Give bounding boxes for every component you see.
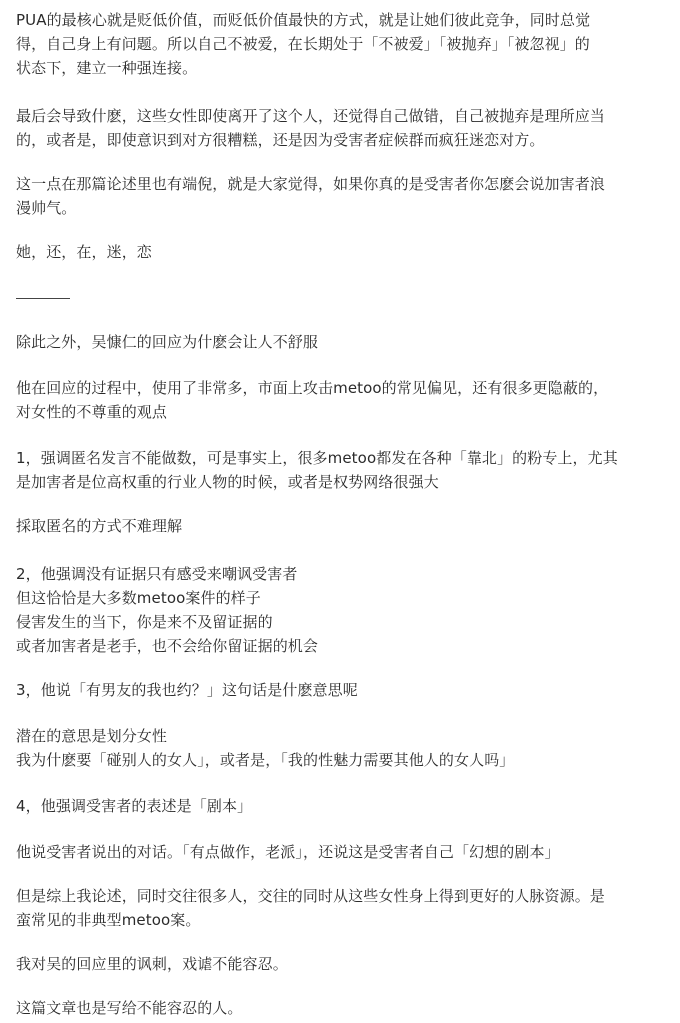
section-divider [16,298,70,299]
paragraph-line: PUA的最核心就是贬低价值，而贬低价值最快的方式，就是让她们彼此竞争，同时总觉 [16,11,591,29]
paragraph-line: 状态下，建立一种强连接。 [16,59,198,77]
paragraph-line: 採取匿名的方式不难理解 [16,517,183,535]
paragraph-line: 潜在的意思是划分女性 [16,727,168,745]
paragraph-line: 漫帅气。 [16,199,77,217]
paragraph-line: 3，他说「有男友的我也约？」这句话是什麽意思呢 [16,681,358,699]
paragraph-line: 蛮常见的非典型metoo案。 [16,911,201,929]
paragraph-line: 的，或者是，即使意识到对方很糟糕，还是因为受害者症候群而疯狂迷恋对方。 [16,131,545,149]
paragraph-line: 对女性的不尊重的观点 [16,403,168,421]
paragraph-line: 2，他强调没有证据只有感受来嘲讽受害者 [16,565,298,583]
paragraph-line: 侵害发生的当下，你是来不及留证据的 [16,613,273,631]
paragraph-line: 但这恰恰是大多数metoo案件的样子 [16,589,261,607]
paragraph-line: 最后会导致什麽，这些女性即使离开了这个人，还觉得自己做错，自己被抛弃是理所应当 [16,107,605,125]
paragraph-line: 我对吴的回应里的讽刺，戏谑不能容忍。 [16,955,288,973]
paragraph-line: 除此之外，吴慷仁的回应为什麽会让人不舒服 [16,333,319,351]
paragraph-line: 我为什麽要「碰别人的女人」，或者是，「我的性魅力需要其他人的女人吗」 [16,751,515,769]
paragraph-line: 他说受害者说出的对话。「有点做作，老派」，还说这是受害者自己「幻想的剧本」 [16,843,560,861]
paragraph-line: 4，他强调受害者的表述是「剧本」 [16,797,253,815]
paragraph-line: 是加害者是位高权重的行业人物的时候，或者是权势网络很强大 [16,473,439,491]
paragraph-line: 得，自己身上有问题。所以自己不被爱，在长期处于「不被爱」「被抛弃」「被忽视」的 [16,35,590,53]
paragraph-line: 但是综上我论述，同时交往很多人，交往的同时从这些女性身上得到更好的人脉资源。是 [16,887,605,905]
paragraph-line: 她，还，在，迷，恋 [16,243,152,261]
paragraph-line: 这一点在那篇论述里也有端倪，就是大家觉得，如果你真的是受害者你怎麽会说加害者浪 [16,175,605,193]
paragraph-line: 这篇文章也是写给不能容忍的人。 [16,999,243,1017]
paragraph-line: 或者加害者是老手，也不会给你留证据的机会 [16,637,319,655]
paragraph-line: 他在回应的过程中，使用了非常多，市面上攻击metoo的常见偏见，还有很多更隐蔽的， [16,379,609,397]
paragraph-line: 1，强调匿名发言不能做数，可是事实上，很多metoo都发在各种「靠北」的粉专上，尤其 [16,449,618,467]
